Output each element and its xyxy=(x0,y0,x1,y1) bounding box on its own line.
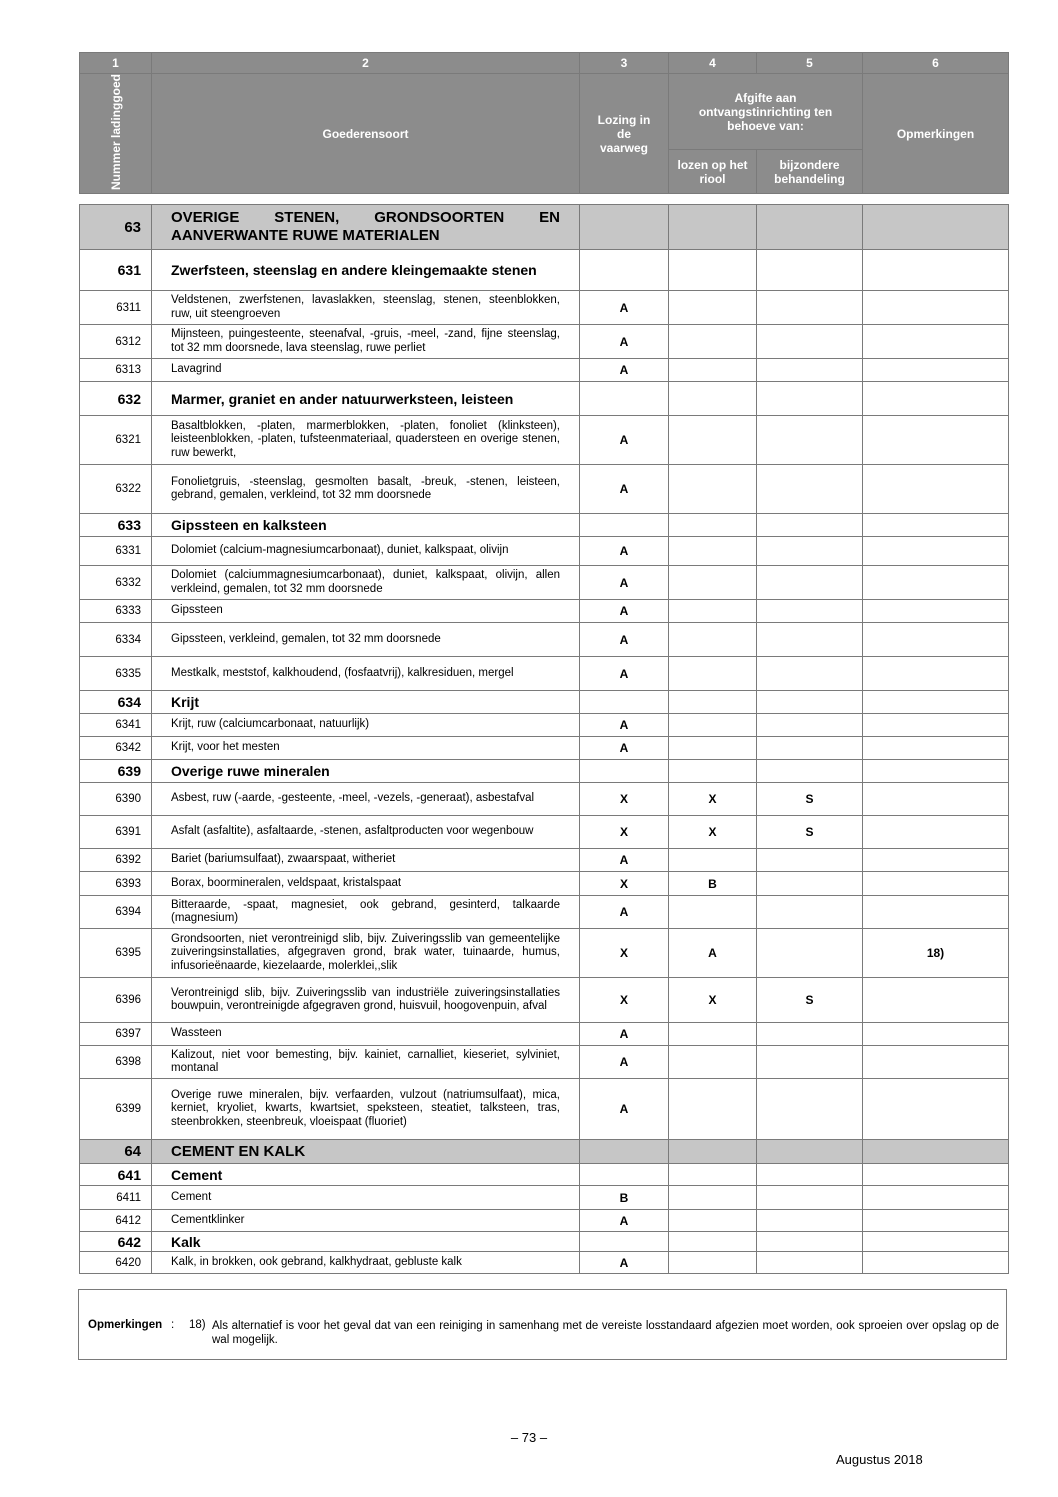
row-c5 xyxy=(757,1023,863,1046)
row-c3: A xyxy=(580,1046,669,1079)
group-row xyxy=(80,205,1009,250)
row-number: 6322 xyxy=(80,465,152,514)
row-description: Cement xyxy=(152,1186,580,1210)
row-number: 6412 xyxy=(80,1210,152,1232)
row-description: Veldstenen, zwerfstenen, lavaslakken, steenslag, stenen, steenblokken, ruw, uit steengroeven xyxy=(152,291,580,325)
row-c5 xyxy=(757,623,863,657)
row-c3: A xyxy=(580,1023,669,1046)
row-c5 xyxy=(757,537,863,566)
row-c5 xyxy=(757,205,863,250)
table-row xyxy=(80,566,1009,600)
row-c6 xyxy=(863,291,1009,325)
row-description: Bitteraarde, -spaat, magnesiet, ook gebrand, gesinterd, talkaarde (magnesium) xyxy=(152,896,580,929)
row-c5 xyxy=(757,291,863,325)
row-c5 xyxy=(757,657,863,691)
row-c5 xyxy=(757,1079,863,1140)
row-number: 639 xyxy=(80,760,152,783)
row-number: 631 xyxy=(80,250,152,291)
row-c5 xyxy=(757,1210,863,1232)
row-number: 6391 xyxy=(80,816,152,849)
row-c6 xyxy=(863,737,1009,760)
row-c5 xyxy=(757,250,863,291)
row-c4 xyxy=(669,896,757,929)
row-description: Kalk, in brokken, ook gebrand, kalkhydraat, gebluste kalk xyxy=(152,1252,580,1274)
row-number: 63 xyxy=(80,205,152,250)
row-c5 xyxy=(757,737,863,760)
subgroup-title: Kalk xyxy=(152,1232,580,1252)
row-c4 xyxy=(669,416,757,465)
subgroup-row xyxy=(80,691,1009,714)
row-c4 xyxy=(669,600,757,623)
row-c3: A xyxy=(580,1252,669,1274)
table-row xyxy=(80,1046,1009,1079)
row-c3: A xyxy=(580,291,669,325)
table-row xyxy=(80,416,1009,465)
col-number-6: 6 xyxy=(863,53,1009,74)
row-description: Fonolietgruis, -steenslag, gesmolten basalt, -breuk, -stenen, leisteen, gebrand, gemalen, verkleind, tot 32 mm doorsnede xyxy=(152,465,580,514)
row-description: Basaltblokken, -platen, marmerblokken, -platen, fonoliet (klinksteen), leisteenblokken, -platen, tufsteenmateriaal, quadersteen en overige stenen, ruw bewerkt, xyxy=(152,416,580,465)
col-number-4: 4 xyxy=(669,53,757,74)
row-c3: A xyxy=(580,416,669,465)
row-c4 xyxy=(669,657,757,691)
row-c4 xyxy=(669,291,757,325)
row-c4 xyxy=(669,1164,757,1186)
row-c4 xyxy=(669,1186,757,1210)
col-number-5: 5 xyxy=(757,53,863,74)
row-c3: A xyxy=(580,623,669,657)
row-c6 xyxy=(863,849,1009,872)
row-c5 xyxy=(757,325,863,359)
table-row xyxy=(80,816,1009,849)
row-c3: X xyxy=(580,929,669,978)
row-description: Asfalt (asfaltite), asfaltaarde, -stenen, asfaltproducten voor wegenbouw xyxy=(152,816,580,849)
row-c3 xyxy=(580,250,669,291)
row-description: Wassteen xyxy=(152,1023,580,1046)
row-c5 xyxy=(757,359,863,382)
row-c4 xyxy=(669,465,757,514)
row-c3: A xyxy=(580,896,669,929)
row-c3 xyxy=(580,382,669,416)
subgroup-title: Cement xyxy=(152,1164,580,1186)
row-c3: A xyxy=(580,849,669,872)
row-number: 6334 xyxy=(80,623,152,657)
row-number: 642 xyxy=(80,1232,152,1252)
table-row xyxy=(80,1023,1009,1046)
row-c6 xyxy=(863,1210,1009,1232)
table-row xyxy=(80,291,1009,325)
row-number: 6311 xyxy=(80,291,152,325)
row-c6 xyxy=(863,537,1009,566)
table-row xyxy=(80,929,1009,978)
table-row xyxy=(80,737,1009,760)
note-text: Als alternatief is voor het geval dat van een reiniging in samenhang met de vereiste losstandaard afgezien moet worden, ook sproeien over opslag op de wal mogelijk. xyxy=(212,1320,999,1346)
row-number: 6332 xyxy=(80,566,152,600)
row-c4: X xyxy=(669,816,757,849)
row-c6 xyxy=(863,1140,1009,1164)
row-c6 xyxy=(863,359,1009,382)
row-c3: X xyxy=(580,978,669,1023)
row-number: 6312 xyxy=(80,325,152,359)
row-number: 6393 xyxy=(80,872,152,896)
row-c6 xyxy=(863,1079,1009,1140)
row-c6 xyxy=(863,566,1009,600)
row-c3 xyxy=(580,1140,669,1164)
row-number: 6390 xyxy=(80,783,152,816)
subgroup-title: Marmer, graniet en ander natuurwerksteen, leisteen xyxy=(152,382,580,416)
footer-date: Augustus 2018 xyxy=(836,1452,923,1467)
row-c3: A xyxy=(580,737,669,760)
row-c6 xyxy=(863,760,1009,783)
row-c3: A xyxy=(580,657,669,691)
row-c4 xyxy=(669,325,757,359)
row-description: Verontreinigd slib, bijv. Zuiveringsslib van industriële zuiveringsinstallaties bouwpuin, verontreinigde afgegraven grond, huisvuil, hoogovenpuin, afval xyxy=(152,978,580,1023)
row-c5: S xyxy=(757,978,863,1023)
header-lozing: Lozing in de vaarweg xyxy=(580,74,669,194)
table-row xyxy=(80,1210,1009,1232)
row-c3: A xyxy=(580,1079,669,1140)
row-c5 xyxy=(757,760,863,783)
row-c6 xyxy=(863,896,1009,929)
row-c3: A xyxy=(580,600,669,623)
row-c5 xyxy=(757,849,863,872)
row-c3: B xyxy=(580,1186,669,1210)
row-c5 xyxy=(757,416,863,465)
row-c6 xyxy=(863,783,1009,816)
group-title: CEMENT EN KALK xyxy=(152,1140,580,1164)
row-c3 xyxy=(580,760,669,783)
row-description: Asbest, ruw (-aarde, -gesteente, -meel, -vezels, -generaat), asbestafval xyxy=(152,783,580,816)
row-number: 6331 xyxy=(80,537,152,566)
row-c3 xyxy=(580,514,669,537)
row-number: 6321 xyxy=(80,416,152,465)
row-c4 xyxy=(669,1252,757,1274)
row-c6 xyxy=(863,250,1009,291)
row-number: 634 xyxy=(80,691,152,714)
row-number: 6395 xyxy=(80,929,152,978)
row-c5 xyxy=(757,600,863,623)
row-c6 xyxy=(863,1232,1009,1252)
table-row xyxy=(80,714,1009,737)
row-c4 xyxy=(669,1140,757,1164)
page-number: – 73 – xyxy=(510,1430,548,1445)
row-c4 xyxy=(669,382,757,416)
row-c4: A xyxy=(669,929,757,978)
header-riool: lozen op het riool xyxy=(669,150,757,194)
row-c4 xyxy=(669,537,757,566)
row-c4 xyxy=(669,1210,757,1232)
row-c3: A xyxy=(580,325,669,359)
row-c5 xyxy=(757,691,863,714)
row-c4 xyxy=(669,514,757,537)
row-number: 6335 xyxy=(80,657,152,691)
table-row xyxy=(80,1252,1009,1274)
row-c4 xyxy=(669,1046,757,1079)
table-row xyxy=(80,623,1009,657)
row-c3 xyxy=(580,691,669,714)
row-c4 xyxy=(669,760,757,783)
row-number: 6394 xyxy=(80,896,152,929)
subgroup-title: Krijt xyxy=(152,691,580,714)
row-number: 6342 xyxy=(80,737,152,760)
col-number-2: 2 xyxy=(152,53,580,74)
row-c5 xyxy=(757,465,863,514)
table-row xyxy=(80,600,1009,623)
row-c5 xyxy=(757,1186,863,1210)
row-c6 xyxy=(863,1164,1009,1186)
row-c5 xyxy=(757,566,863,600)
table-row xyxy=(80,1186,1009,1210)
table-row xyxy=(80,872,1009,896)
notes-box xyxy=(78,1289,1007,1360)
row-c5 xyxy=(757,929,863,978)
row-c6 xyxy=(863,714,1009,737)
row-c4: B xyxy=(669,872,757,896)
table-row xyxy=(80,465,1009,514)
subgroup-row xyxy=(80,382,1009,416)
row-c6 xyxy=(863,465,1009,514)
row-c3: X xyxy=(580,783,669,816)
table-row xyxy=(80,896,1009,929)
header-table xyxy=(79,52,1009,194)
header-bijzondere: bijzondere behandeling xyxy=(757,150,863,194)
row-c4 xyxy=(669,1232,757,1252)
row-c4 xyxy=(669,250,757,291)
table-row xyxy=(80,359,1009,382)
col-number-3: 3 xyxy=(580,53,669,74)
row-c5 xyxy=(757,896,863,929)
group-row xyxy=(80,1140,1009,1164)
row-description: Cementklinker xyxy=(152,1210,580,1232)
row-c4: X xyxy=(669,978,757,1023)
subgroup-title: Gipssteen en kalksteen xyxy=(152,514,580,537)
row-c6 xyxy=(863,205,1009,250)
row-number: 64 xyxy=(80,1140,152,1164)
row-c6 xyxy=(863,872,1009,896)
col-number-1: 1 xyxy=(80,53,152,74)
row-number: 6397 xyxy=(80,1023,152,1046)
row-c6: 18) xyxy=(863,929,1009,978)
row-c6 xyxy=(863,600,1009,623)
row-c6 xyxy=(863,691,1009,714)
subgroup-title: Overige ruwe mineralen xyxy=(152,760,580,783)
row-c3: X xyxy=(580,872,669,896)
header-nummer: Nummer ladinggoed xyxy=(80,74,152,194)
row-description: Gipssteen, verkleind, gemalen, tot 32 mm doorsnede xyxy=(152,623,580,657)
row-description: Krijt, voor het mesten xyxy=(152,737,580,760)
row-c3 xyxy=(580,1164,669,1186)
row-c4 xyxy=(669,737,757,760)
row-c3: A xyxy=(580,714,669,737)
row-c6 xyxy=(863,623,1009,657)
row-number: 633 xyxy=(80,514,152,537)
row-c5: S xyxy=(757,783,863,816)
row-c4 xyxy=(669,623,757,657)
row-number: 6396 xyxy=(80,978,152,1023)
row-description: Lavagrind xyxy=(152,359,580,382)
row-c6 xyxy=(863,1186,1009,1210)
subgroup-row xyxy=(80,760,1009,783)
row-description: Kalizout, niet voor bemesting, bijv. kainiet, carnalliet, kieseriet, sylviniet, montanal xyxy=(152,1046,580,1079)
row-c4 xyxy=(669,1079,757,1140)
row-number: 6392 xyxy=(80,849,152,872)
row-description: Dolomiet (calciummagnesiumcarbonaat), duniet, kalkspaat, olivijn, allen verkleind, gemalen, tot 32 mm doorsnede xyxy=(152,566,580,600)
cargo-table xyxy=(79,204,1009,1274)
subgroup-title: Zwerfsteen, steenslag en andere kleingemaakte stenen xyxy=(152,250,580,291)
row-c5 xyxy=(757,872,863,896)
note-number: 18) xyxy=(189,1319,206,1331)
row-c6 xyxy=(863,382,1009,416)
row-c4 xyxy=(669,1023,757,1046)
row-number: 6420 xyxy=(80,1252,152,1274)
row-description: Grondsoorten, niet verontreinigd slib, bijv. Zuiveringsslib van gemeentelijke zuiveringsinstallaties, afgegraven grond, brak water, tuinaarde, humus, infusorieënaarde, kiezelaarde, molerklei,,slik xyxy=(152,929,580,978)
row-c6 xyxy=(863,514,1009,537)
table-row xyxy=(80,657,1009,691)
table-row xyxy=(80,1079,1009,1140)
row-number: 6411 xyxy=(80,1186,152,1210)
row-c3: A xyxy=(580,1210,669,1232)
row-number: 6333 xyxy=(80,600,152,623)
row-description: Dolomiet (calcium-magnesiumcarbonaat), duniet, kalkspaat, olivijn xyxy=(152,537,580,566)
notes-colon: : xyxy=(171,1319,175,1331)
row-c6 xyxy=(863,325,1009,359)
row-c3: X xyxy=(580,816,669,849)
subgroup-row xyxy=(80,1164,1009,1186)
row-description: Mestkalk, meststof, kalkhoudend, (fosfaatvrij), kalkresiduen, mergel xyxy=(152,657,580,691)
table-row xyxy=(80,849,1009,872)
row-c4 xyxy=(669,849,757,872)
row-c3: A xyxy=(580,359,669,382)
row-number: 6399 xyxy=(80,1079,152,1140)
row-c6 xyxy=(863,1046,1009,1079)
row-c5: S xyxy=(757,816,863,849)
header-opmerkingen: Opmerkingen xyxy=(863,74,1009,194)
row-c5 xyxy=(757,382,863,416)
row-description: Krijt, ruw (calciumcarbonaat, natuurlijk) xyxy=(152,714,580,737)
header-afgifte: Afgifte aan ontvangstinrichting ten behoeve van: xyxy=(669,74,863,150)
row-c6 xyxy=(863,416,1009,465)
row-description: Mijnsteen, puingesteente, steenafval, -gruis, -meel, -zand, fijne steenslag, tot 32 mm doorsnede, lava steenslag, ruwe perliet xyxy=(152,325,580,359)
group-title: OVERIGE STENEN, GRONDSOORTEN EN AANVERWANTE RUWE MATERIALEN xyxy=(152,205,580,250)
table-row xyxy=(80,325,1009,359)
row-c5 xyxy=(757,514,863,537)
row-c3: A xyxy=(580,566,669,600)
row-c3: A xyxy=(580,537,669,566)
row-c6 xyxy=(863,657,1009,691)
row-c3 xyxy=(580,1232,669,1252)
row-c5 xyxy=(757,714,863,737)
subgroup-row xyxy=(80,250,1009,291)
row-c4: X xyxy=(669,783,757,816)
row-c5 xyxy=(757,1232,863,1252)
row-c4 xyxy=(669,205,757,250)
notes-label: Opmerkingen xyxy=(88,1319,163,1331)
row-c4 xyxy=(669,714,757,737)
row-number: 6313 xyxy=(80,359,152,382)
row-c4 xyxy=(669,691,757,714)
row-c6 xyxy=(863,816,1009,849)
row-description: Borax, boormineralen, veldspaat, kristalspaat xyxy=(152,872,580,896)
row-c5 xyxy=(757,1164,863,1186)
row-c6 xyxy=(863,1252,1009,1274)
subgroup-row xyxy=(80,1232,1009,1252)
row-c4 xyxy=(669,566,757,600)
row-c5 xyxy=(757,1252,863,1274)
row-c5 xyxy=(757,1140,863,1164)
row-c6 xyxy=(863,1023,1009,1046)
row-c5 xyxy=(757,1046,863,1079)
row-c3: A xyxy=(580,465,669,514)
row-description: Overige ruwe mineralen, bijv. verfaarden, vulzout (natriumsulfaat), mica, kerniet, kryoliet, kwarts, kwartsiet, speksteen, steatiet, talksteen, tras, steenbrokken, steenbreuk, vloeispaat (fluoriet) xyxy=(152,1079,580,1140)
table-row xyxy=(80,978,1009,1023)
table-row xyxy=(80,783,1009,816)
row-number: 6341 xyxy=(80,714,152,737)
row-c4 xyxy=(669,359,757,382)
table-row xyxy=(80,537,1009,566)
row-description: Gipssteen xyxy=(152,600,580,623)
subgroup-row xyxy=(80,514,1009,537)
row-c6 xyxy=(863,978,1009,1023)
row-c3 xyxy=(580,205,669,250)
row-description: Bariet (bariumsulfaat), zwaarspaat, witheriet xyxy=(152,849,580,872)
header-goederensoort: Goederensoort xyxy=(152,74,580,194)
row-number: 632 xyxy=(80,382,152,416)
row-number: 6398 xyxy=(80,1046,152,1079)
row-number: 641 xyxy=(80,1164,152,1186)
